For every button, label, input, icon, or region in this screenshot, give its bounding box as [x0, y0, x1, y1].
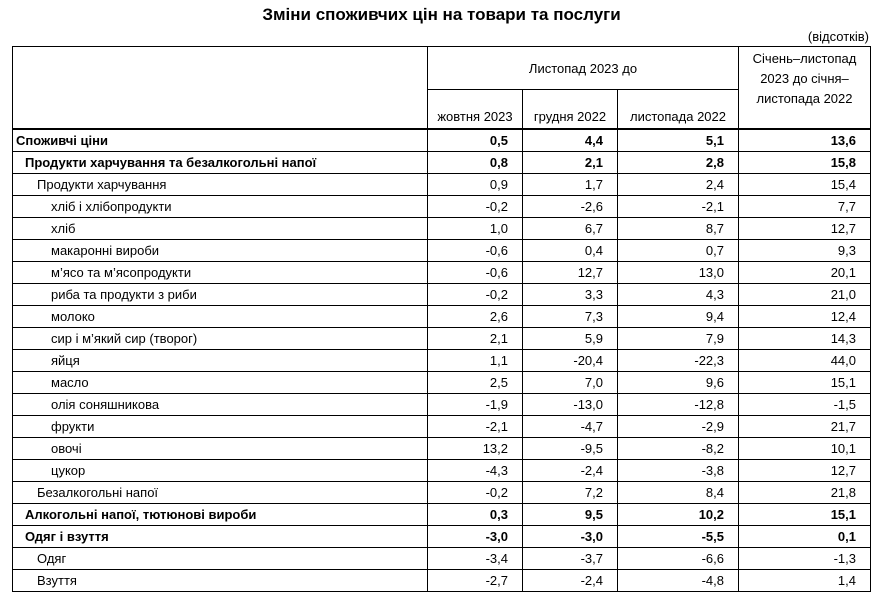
row-value: 13,6 — [739, 129, 871, 152]
row-value: 13,2 — [428, 437, 523, 459]
row-value: -0,2 — [428, 481, 523, 503]
header-ytd-label: Січень–листопад 2023 до січня–листопада 2022 — [739, 47, 871, 129]
table-row — [13, 569, 871, 591]
row-value: 9,6 — [618, 371, 739, 393]
row-value: -12,8 — [618, 393, 739, 415]
row-value: -3,0 — [428, 525, 523, 547]
row-label: Продукти харчування та безалкогольні напої — [13, 151, 428, 173]
row-value: -2,4 — [523, 459, 618, 481]
row-value: 21,8 — [739, 481, 871, 503]
header-col-nov-2022: листопада 2022 — [618, 90, 739, 129]
row-value: 5,1 — [618, 129, 739, 152]
row-value: -0,2 — [428, 195, 523, 217]
row-value: 8,4 — [618, 481, 739, 503]
row-value: 1,0 — [428, 217, 523, 239]
row-value: -0,6 — [428, 239, 523, 261]
row-value: 7,0 — [523, 371, 618, 393]
row-value: 0,5 — [428, 129, 523, 152]
row-label: Взуття — [13, 569, 428, 591]
row-value: -2,1 — [618, 195, 739, 217]
row-value: 0,9 — [428, 173, 523, 195]
row-value: -1,9 — [428, 393, 523, 415]
row-label: масло — [13, 371, 428, 393]
row-value: 12,7 — [739, 217, 871, 239]
row-value: 8,7 — [618, 217, 739, 239]
row-value: -4,3 — [428, 459, 523, 481]
row-label: хліб і хлібопродукти — [13, 195, 428, 217]
row-value: 15,1 — [739, 371, 871, 393]
row-value: 7,9 — [618, 327, 739, 349]
row-label: Алкогольні напої, тютюнові вироби — [13, 503, 428, 525]
table-row — [13, 283, 871, 305]
table-body — [13, 129, 871, 592]
row-value: 9,3 — [739, 239, 871, 261]
table-row — [13, 349, 871, 371]
row-label: овочі — [13, 437, 428, 459]
row-value: -3,7 — [523, 547, 618, 569]
table-row — [13, 217, 871, 239]
table-row — [13, 129, 871, 152]
row-value: 12,7 — [523, 261, 618, 283]
row-value: 12,4 — [739, 305, 871, 327]
row-value: 4,3 — [618, 283, 739, 305]
row-value: 2,6 — [428, 305, 523, 327]
row-value: 14,3 — [739, 327, 871, 349]
row-label: олія соняшникова — [13, 393, 428, 415]
row-value: 21,0 — [739, 283, 871, 305]
row-value: 0,1 — [739, 525, 871, 547]
row-label: риба та продукти з риби — [13, 283, 428, 305]
row-label: макаронні вироби — [13, 239, 428, 261]
row-value: 3,3 — [523, 283, 618, 305]
row-value: 1,7 — [523, 173, 618, 195]
table-row — [13, 393, 871, 415]
row-value: -3,0 — [523, 525, 618, 547]
row-value: 2,4 — [618, 173, 739, 195]
row-value: -4,8 — [618, 569, 739, 591]
row-value: 2,8 — [618, 151, 739, 173]
row-value: -6,6 — [618, 547, 739, 569]
price-change-table — [12, 46, 871, 592]
row-value: -20,4 — [523, 349, 618, 371]
row-label: Одяг — [13, 547, 428, 569]
row-value: -8,2 — [618, 437, 739, 459]
row-value: 10,1 — [739, 437, 871, 459]
row-value: 0,3 — [428, 503, 523, 525]
row-value: 12,7 — [739, 459, 871, 481]
table-row — [13, 151, 871, 173]
row-value: 20,1 — [739, 261, 871, 283]
header-col-oct-2023: жовтня 2023 — [428, 90, 523, 129]
table-row — [13, 481, 871, 503]
row-value: 44,0 — [739, 349, 871, 371]
table-row — [13, 261, 871, 283]
row-label: молоко — [13, 305, 428, 327]
table-row — [13, 173, 871, 195]
row-value: -3,8 — [618, 459, 739, 481]
row-value: 7,2 — [523, 481, 618, 503]
row-value: 7,3 — [523, 305, 618, 327]
row-label: цукор — [13, 459, 428, 481]
header-col-dec-2022: грудня 2022 — [523, 90, 618, 129]
row-label: Споживчі ціни — [13, 129, 428, 152]
row-value: -1,3 — [739, 547, 871, 569]
row-value: 15,1 — [739, 503, 871, 525]
row-value: -4,7 — [523, 415, 618, 437]
row-value: -0,6 — [428, 261, 523, 283]
row-value: -2,4 — [523, 569, 618, 591]
row-value: -1,5 — [739, 393, 871, 415]
table-title: Зміни споживчих цін на товари та послуги — [262, 5, 621, 24]
table-row — [13, 239, 871, 261]
row-value: 0,4 — [523, 239, 618, 261]
row-value: 0,7 — [618, 239, 739, 261]
row-label: сир і м’який сир (творог) — [13, 327, 428, 349]
row-label: Одяг і взуття — [13, 525, 428, 547]
table-row — [13, 327, 871, 349]
row-value: 4,4 — [523, 129, 618, 152]
row-value: 15,8 — [739, 151, 871, 173]
row-value: -2,7 — [428, 569, 523, 591]
row-label: Продукти харчування — [13, 173, 428, 195]
row-value: 7,7 — [739, 195, 871, 217]
row-value: 0,8 — [428, 151, 523, 173]
row-value: -2,9 — [618, 415, 739, 437]
row-label: Безалкогольні напої — [13, 481, 428, 503]
table-row — [13, 525, 871, 547]
row-value: 1,4 — [739, 569, 871, 591]
table-row — [13, 195, 871, 217]
row-value: 9,4 — [618, 305, 739, 327]
row-label: м’ясо та м’ясопродукти — [13, 261, 428, 283]
row-value: -2,1 — [428, 415, 523, 437]
row-value: 1,1 — [428, 349, 523, 371]
row-value: -22,3 — [618, 349, 739, 371]
row-value: -13,0 — [523, 393, 618, 415]
row-label: фрукти — [13, 415, 428, 437]
row-label: хліб — [13, 217, 428, 239]
table-row — [13, 503, 871, 525]
row-value: -5,5 — [618, 525, 739, 547]
row-value: 2,1 — [523, 151, 618, 173]
table-row — [13, 547, 871, 569]
row-value: -3,4 — [428, 547, 523, 569]
row-value: 13,0 — [618, 261, 739, 283]
row-value: -2,6 — [523, 195, 618, 217]
row-value: -0,2 — [428, 283, 523, 305]
row-value: 15,4 — [739, 173, 871, 195]
row-value: 6,7 — [523, 217, 618, 239]
row-value: 21,7 — [739, 415, 871, 437]
table-row — [13, 371, 871, 393]
row-value: 9,5 — [523, 503, 618, 525]
table-row — [13, 305, 871, 327]
row-value: -9,5 — [523, 437, 618, 459]
row-label: яйця — [13, 349, 428, 371]
header-blank-cell — [13, 47, 428, 129]
row-value: 5,9 — [523, 327, 618, 349]
row-value: 2,1 — [428, 327, 523, 349]
table-row — [13, 415, 871, 437]
table-row — [13, 437, 871, 459]
row-value: 2,5 — [428, 371, 523, 393]
row-value: 10,2 — [618, 503, 739, 525]
units-note: (відсотків) — [807, 29, 869, 44]
table-row — [13, 459, 871, 481]
header-group-label: Листопад 2023 до — [428, 47, 739, 90]
